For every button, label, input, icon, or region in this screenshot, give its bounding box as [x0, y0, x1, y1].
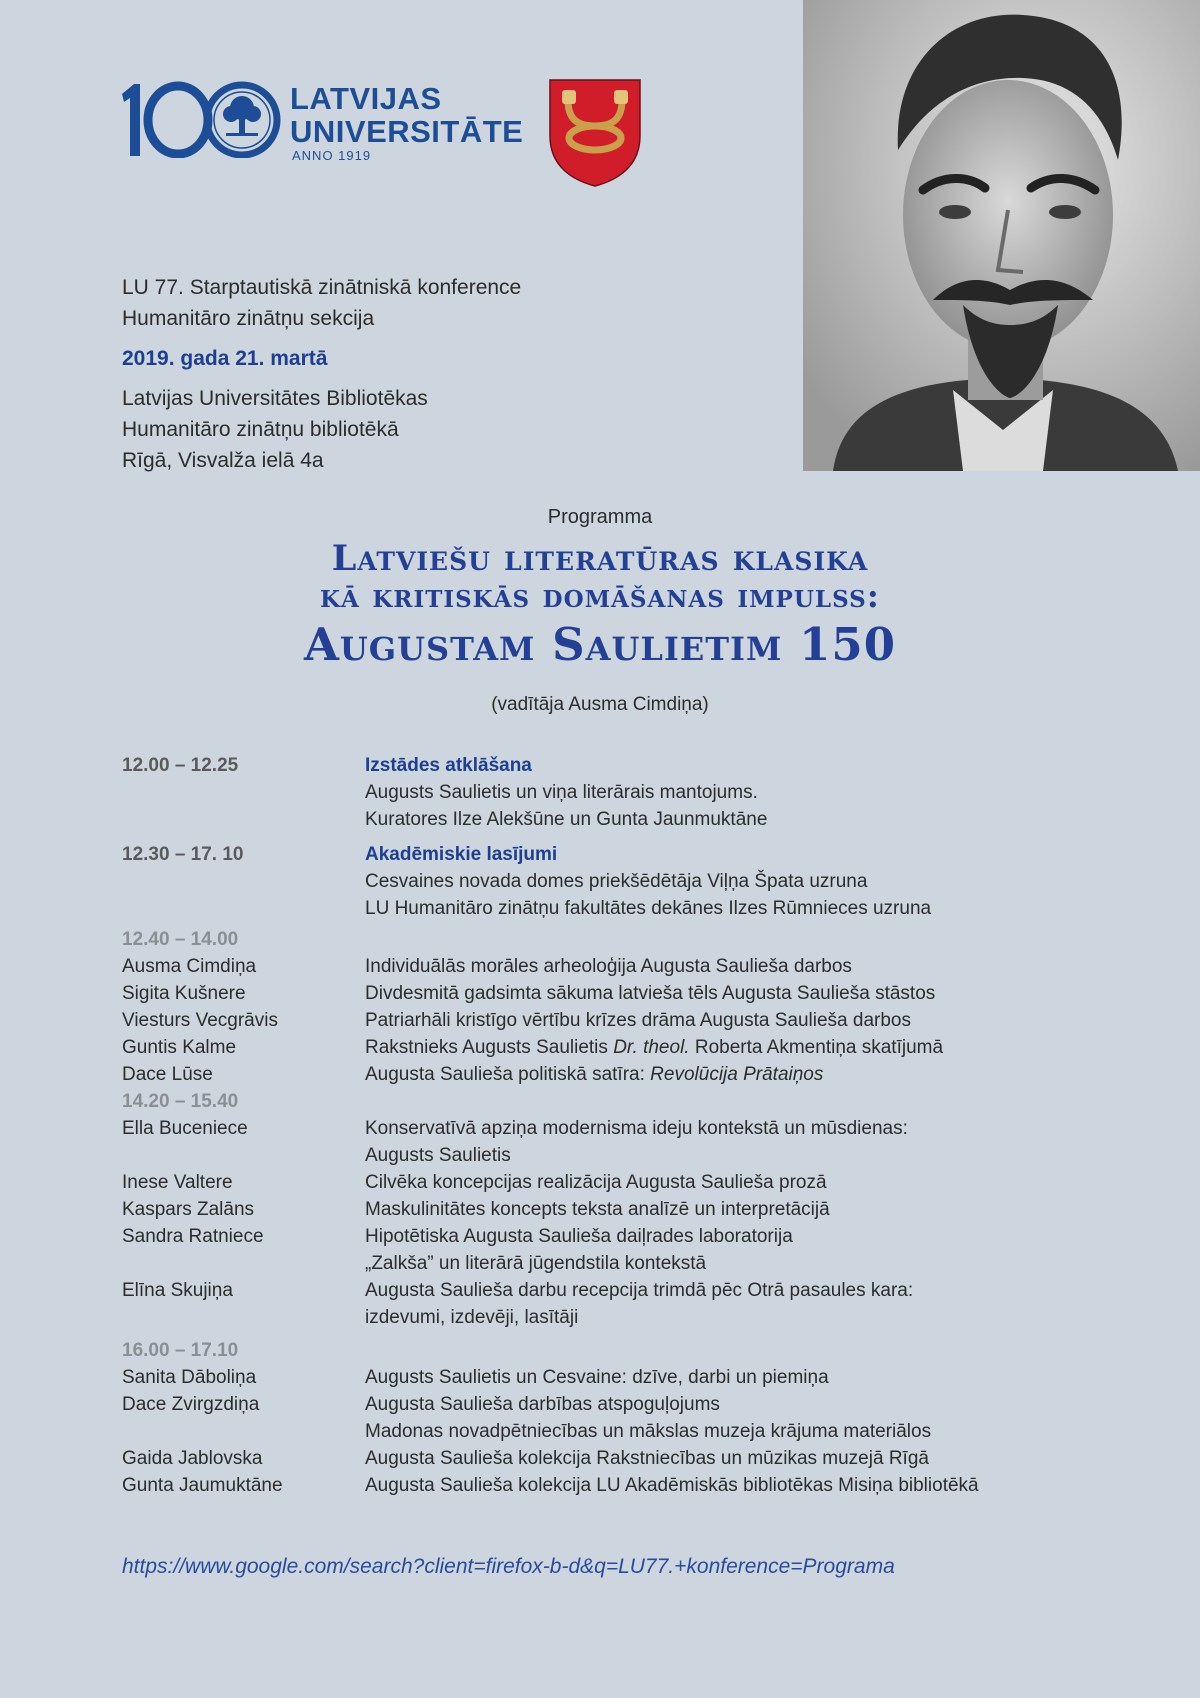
block-time: 14.20 – 15.40 [122, 1091, 239, 1112]
talk-title: Augusta Saulieša darbu recepcija trimdā pēc Otrā pasaules kara: [365, 1280, 914, 1301]
talk-row [122, 1445, 1082, 1472]
talk-row [122, 980, 1082, 1007]
speaker-name: Gunta Jaumuktāne [122, 1475, 283, 1496]
block-time: 12.40 – 14.00 [122, 929, 239, 950]
session-line: Cesvaines novada domes priekšēdētāja Viļņa Špata uzruna [365, 871, 868, 892]
cesvaine-coat-of-arms-icon [548, 78, 642, 188]
talk-row [122, 1391, 1082, 1418]
speaker-name: Dace Zvirgzdiņa [122, 1394, 260, 1415]
lu-anno: ANNO 1919 [292, 148, 372, 163]
talk-row [122, 1061, 1082, 1088]
speaker-name: Kaspars Zalāns [122, 1199, 255, 1220]
talk-title: Konservatīvā apziņa modernisma ideju kontekstā un mūsdienas: [365, 1118, 908, 1139]
speaker-name: Gaida Jablovska [122, 1448, 263, 1469]
conference-section: Humanitāro zinātņu sekcija [122, 307, 375, 330]
speaker-name: Elīna Skujiņa [122, 1280, 233, 1301]
talk-title: Hipotētiska Augusta Saulieša daiļrades laboratorija [365, 1226, 793, 1247]
lu-name-line2: UNIVERSITĀTE [290, 114, 524, 149]
schedule-row [122, 752, 1082, 779]
talk-title: Cilvēka koncepcijas realizācija Augusta Saulieša prozā [365, 1172, 827, 1193]
program-label: Programma [547, 506, 653, 528]
talk-title: Augusta Saulieša politiskā satīra: Revolūcija Prātaiņos [365, 1064, 824, 1085]
speaker-name: Viesturs Vecgrāvis [122, 1010, 278, 1031]
speaker-name: Ausma Cimdiņa [122, 956, 257, 977]
venue-line1: Latvijas Universitātes Bibliotēkas [122, 387, 428, 410]
speaker-name: Sanita Dāboliņa [122, 1367, 257, 1388]
title-line1: Latviešu literatūras klasika [331, 538, 869, 579]
talk-row [122, 1196, 1082, 1223]
talk-row [122, 1169, 1082, 1196]
title-line2: kā kritiskās domāšanas impulss: [320, 576, 880, 615]
talk-title-cont: izdevumi, izdevēji, lasītāji [365, 1307, 579, 1328]
speaker-name: Sigita Kušnere [122, 983, 246, 1004]
talk-title-cont: Madonas novadpētniecības un mākslas muzeja krājuma materiālos [365, 1421, 932, 1442]
venue-line3: Rīgā, Visvalža ielā 4a [122, 449, 324, 472]
talk-title: Augusta Saulieša darbības atspoguļojums [365, 1394, 720, 1415]
talk-title: Augusts Saulietis un Cesvaine: dzīve, darbi un piemiņa [365, 1367, 829, 1388]
venue-line2: Humanitāro zinātņu bibliotēkā [122, 418, 399, 441]
program-url-link[interactable]: https://www.google.com/search?client=firefox-b-d&q=LU77.+konference=Programa [122, 1555, 895, 1578]
talk-title: Rakstnieks Augusts Saulietis Dr. theol. Roberta Akmentiņa skatījumā [365, 1037, 944, 1058]
block-time: 16.00 – 17.10 [122, 1340, 239, 1361]
speaker-name: Inese Valtere [122, 1172, 233, 1193]
schedule [122, 752, 1082, 1499]
speaker-name: Guntis Kalme [122, 1037, 237, 1058]
talk-row [122, 1034, 1082, 1061]
session-time: 12.00 – 12.25 [122, 755, 239, 776]
session-time: 12.30 – 17. 10 [122, 844, 244, 865]
talk-title: Individuālās morāles arheoloģija Augusta Saulieša darbos [365, 956, 852, 977]
lu-100-logo-icon [120, 80, 288, 158]
lu-name [290, 82, 523, 148]
speaker-name: Dace Lūse [122, 1064, 213, 1085]
talk-title: Maskulinitātes koncepts teksta analīzē un interpretācijā [365, 1199, 830, 1220]
talk-row [122, 953, 1082, 980]
event-title [0, 540, 1200, 674]
portrait-augusts-saulietis [803, 0, 1200, 471]
conference-name: LU 77. Starptautiskā zinātniskā konference [122, 276, 522, 299]
lu-name-line1: LATVIJAS [290, 81, 442, 116]
schedule-row [122, 841, 1082, 868]
talk-title: Divdesmitā gadsimta sākuma latvieša tēls Augusta Saulieša stāstos [365, 983, 936, 1004]
session-line: Kuratores Ilze Alekšūne un Gunta Jaunmuktāne [365, 809, 768, 830]
talk-row [122, 1223, 1082, 1250]
talk-title: Augusta Saulieša kolekcija LU Akadēmiskās bibliotēkas Misiņa bibliotēkā [365, 1475, 979, 1496]
speaker-name: Sandra Ratniece [122, 1226, 264, 1247]
talk-title-cont: Augusts Saulietis [365, 1145, 511, 1166]
conference-info [122, 272, 521, 476]
talk-title-cont: „Zalkša” un literārā jūgendstila kontekstā [365, 1253, 707, 1274]
session-line: Augusts Saulietis un viņa literārais mantojums. [365, 782, 758, 803]
speaker-name: Ella Buceniece [122, 1118, 248, 1139]
moderator-name: Ausma Cimdiņa) [568, 694, 709, 715]
talk-row [122, 1115, 1082, 1142]
session-heading: Akadēmiskie lasījumi [365, 844, 558, 865]
talk-row [122, 1007, 1082, 1034]
talk-row [122, 1364, 1082, 1391]
session-line: LU Humanitāro zinātņu fakultātes dekānes Ilzes Rūmnieces uzruna [365, 898, 932, 919]
session-heading: Izstādes atklāšana [365, 755, 532, 776]
talk-title: Augusta Saulieša kolekcija Rakstniecības un mūzikas muzejā Rīgā [365, 1448, 929, 1469]
moderator [0, 694, 1200, 716]
title-line3: Augustam Saulietim 150 [303, 618, 897, 671]
conference-date: 2019. gada 21. martā [122, 347, 328, 370]
talk-row [122, 1277, 1082, 1304]
moderator-role: (vadītāja [491, 694, 565, 715]
latvijas-universitate-logo [120, 80, 524, 170]
talk-title: Patriarhāli kristīgo vērtību krīzes drāma Augusta Saulieša darbos [365, 1010, 911, 1031]
talk-row [122, 1472, 1082, 1499]
